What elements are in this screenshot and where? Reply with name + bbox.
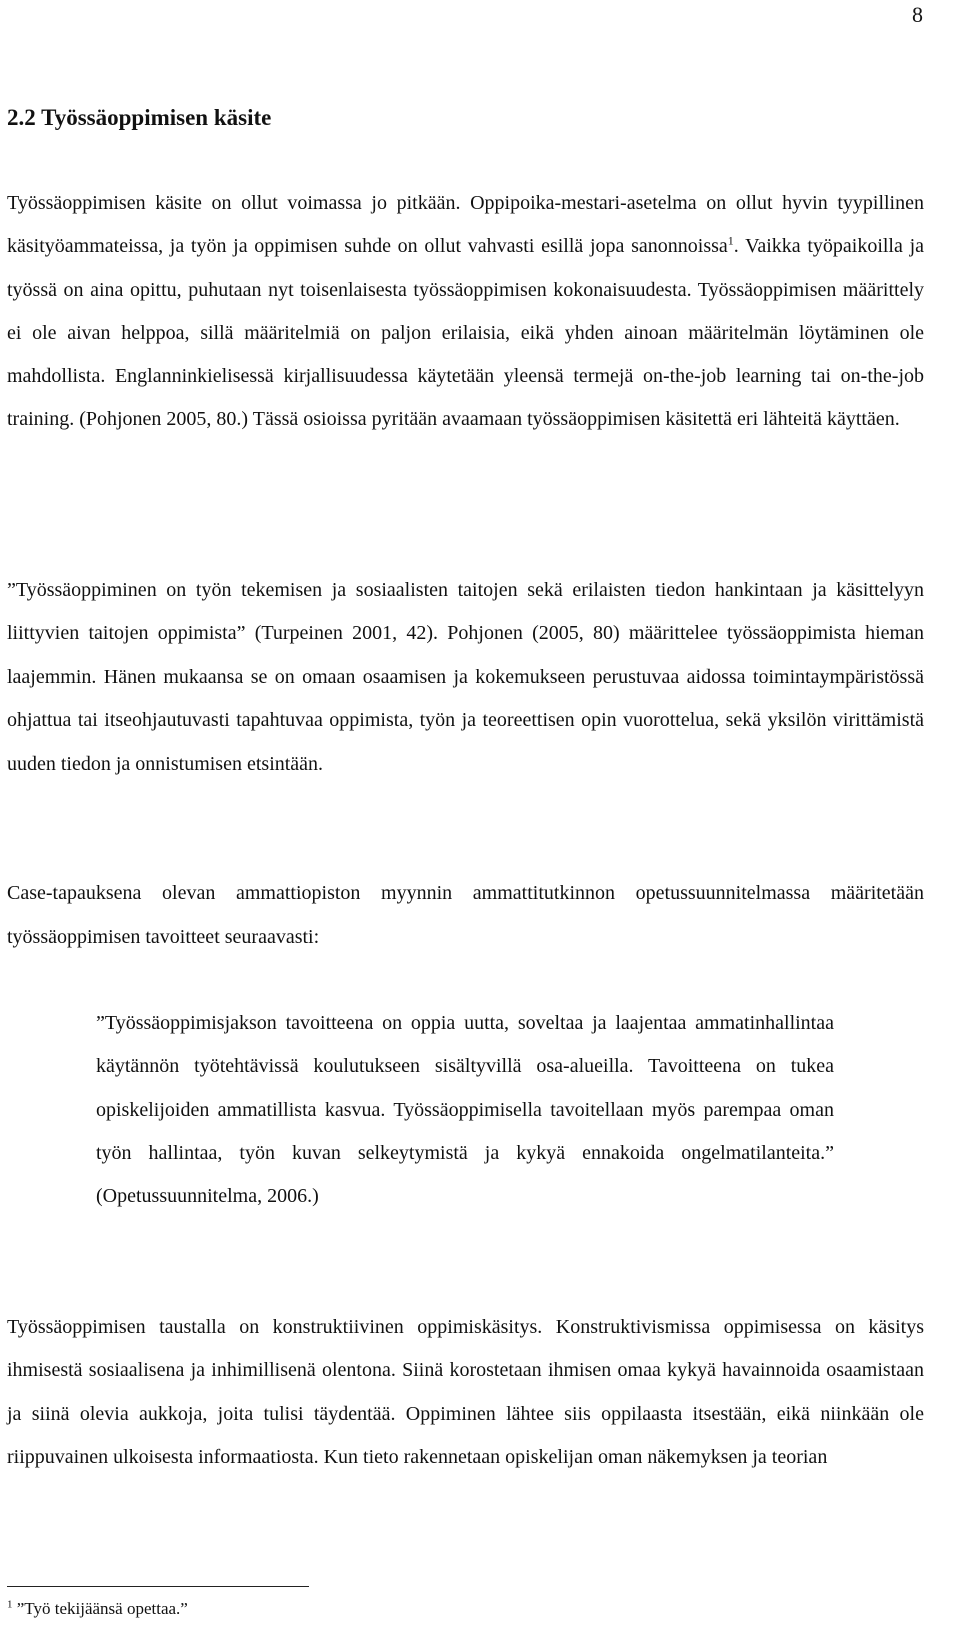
footnote-text: ”Työ tekijäänsä opettaa.”: [12, 1599, 188, 1618]
paragraph-intro-text-cont: . Vaikka työpaikoilla ja työssä on aina opittu, puhutaan nyt toisenlaisesta työssäoppimisen kokonaisuudesta. Työssäoppimisen määrittely ei ole aivan helppoa, sillä määritelmiä on paljon erilaisia, eikä yhden ainoan määritelmän löytäminen ole mahdollista. Englanninkielisessä kirjallisuudessa käytetään yleensä termejä on-the-job learning tai on-the-job training. (Pohjonen 2005, 80.) Tässä osioissa pyritään avaamaan työssäoppimisen käsitettä eri lähteitä käyttäen.: [7, 235, 924, 431]
footnote-reference: 1: [727, 233, 734, 248]
paragraph-intro-text: Työssäoppimisen käsite on ollut voimassa jo pitkään. Oppipoika-mestari-asetelma on ollut hyvin tyypillinen käsityöammateissa, ja työn ja oppimisen suhde on ollut vahvasti esillä jopa sanonnoissa: [7, 192, 924, 258]
paragraph-constructivism: Työssäoppimisen taustalla on konstruktiivinen oppimiskäsitys. Konstruktivismissa oppimisessa on käsitys ihmisestä sosiaalisena ja inhimillisenä olentona. Siinä korostetaan ihmisen omaa kykyä havainnoida osaamistaan ja siinä olevia aukkoja, joita tulisi täydentää. Oppiminen lähtee siis oppilaasta itsestään, eikä niinkään ole riippuvainen ulkoisesta informaatiosta. Kun tieto rakennetaan opiskelijan oman näkemyksen ja teorian: [7, 1316, 924, 1469]
paragraph-case-intro: Case-tapauksena olevan ammattiopiston myynnin ammattitutkinnon opetussuunnitelmassa määritetään työssäoppimisen tavoitteet seuraavasti:: [7, 882, 924, 948]
section-heading: 2.2 Työssäoppimisen käsite: [7, 105, 272, 130]
footnote: [7, 1597, 188, 1621]
page-number: 8: [912, 2, 923, 27]
paragraph-definitions: ”Työssäoppiminen on työn tekemisen ja sosiaalisten taitojen sekä erilaisten tiedon hankintaan ja käsittelyyn liittyvien taitojen oppimista” (Turpeinen 2001, 42). Pohjonen (2005, 80) määrittelee työssäoppimista hieman laajemmin. Hänen mukaansa se on omaan osaamisen ja kokemukseen perustuvaa aidossa toimintaympäristössä ohjattua tai itseohjautuvasti tapahtuvaa oppimista, työn ja teoreettisen opin vuorottelua, sekä yksilön virittämistä uuden tiedon ja onnistumisen etsintään.: [7, 579, 924, 775]
footnote-mark: 1: [7, 1598, 13, 1611]
block-quote-curriculum: ”Työssäoppimisjakson tavoitteena on oppia uutta, soveltaa ja laajentaa ammatinhallintaa käytännön työtehtävissä koulutukseen sisältyvillä osa-alueilla. Tavoitteena on tukea opiskelijoiden ammatillista kasvua. Työssäoppimisella tavoitellaan myös parempaa oman työn hallintaa, työn kuvan selkeytymistä ja kykyä ennakoida ongelmatilanteita.” (Opetussuunnitelma, 2006.): [96, 1012, 834, 1208]
paragraph-intro: [7, 182, 924, 442]
footnote-divider: [7, 1586, 309, 1587]
